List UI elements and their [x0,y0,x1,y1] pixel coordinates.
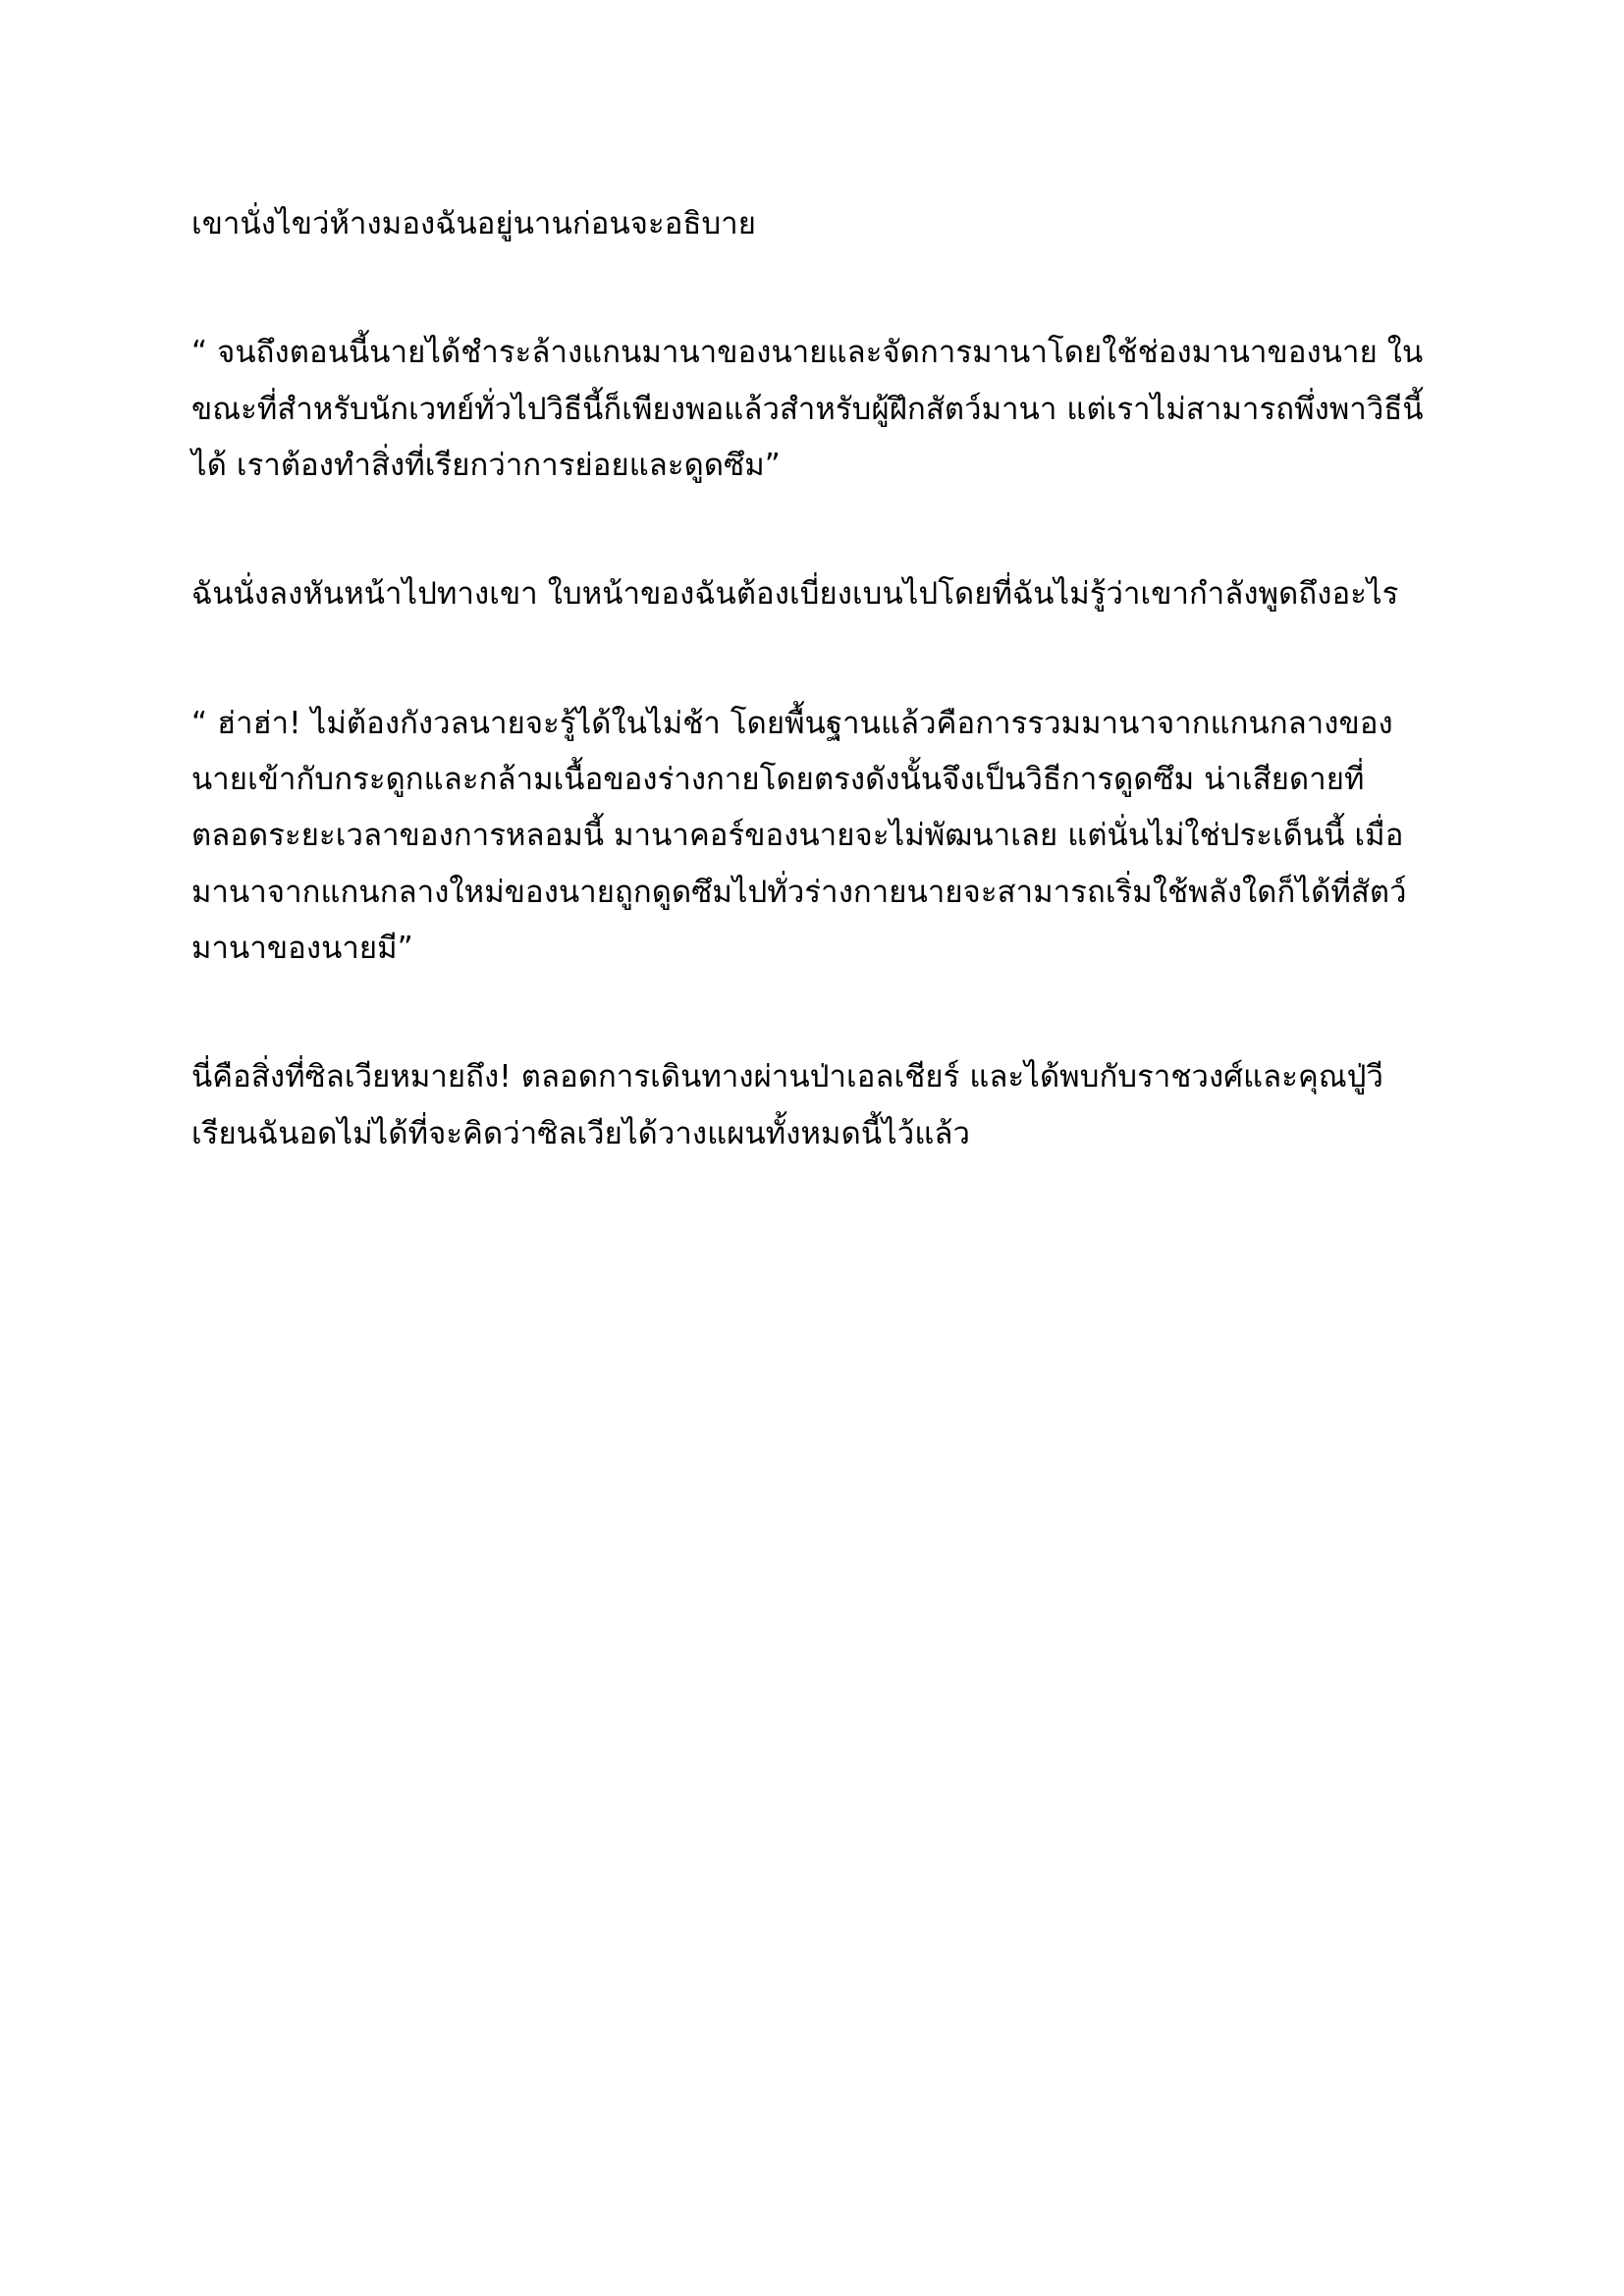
paragraph-3: ฉันนั่งลงหันหน้าไปทางเขา ใบหน้าของฉันต้องเบี่ยงเบนไปโดยที่ฉันไม่รู้ว่าเขากำลังพูดถึงอะไร [191,576,1399,613]
document-body [191,196,1438,1162]
paragraph-5: นี่คือสิ่งที่ซิลเวียหมายถึง! ตลอดการเดินทางผ่านป่าเอลเชียร์ และได้พบกับราชวงศ์และคุณปู่วีเรียนฉันอดไม่ได้ที่จะคิดว่าซิลเวียได้วางแผนทั้งหมดนี้ไว้แล้ว [191,1059,1383,1151]
paragraph-2-quote: “ จนถึงตอนนี้นายได้ชำระล้างแกนมานาของนายและจัดการมานาโดยใช้ช่องมานาของนาย ในขณะที่สำหรับนักเวทย์ทั่วไปวิธีนี้ก็เพียงพอแล้วสำหรับผู้ฝึกสัตว์มานา แต่เราไม่สามารถพึ่งพาวิธีนี้ได้ เราต้องทำสิ่งที่เรียกว่าการย่อยและดูดซึม” [191,335,1424,484]
paragraph-4-quote: “ ฮ่าฮ่า! ไม่ต้องกังวลนายจะรู้ได้ในไม่ช้า โดยพื้นฐานแล้วคือการรวมมานาจากแกนกลางของนายเข้ากับกระดูกและกล้ามเนื้อของร่างกายโดยตรงดังนั้นจึงเป็นวิธีการดูดซึม น่าเสียดายที่ตลอดระยะเวลาของการหลอมนี้ มานาคอร์ของนายจะไม่พัฒนาเลย แต่นั่นไม่ใช่ประเด็นนี้ เมื่อมานาจากแกนกลางใหม่ของนายถูกดูดซึมไปทั่วร่างกายนายจะสามารถเริ่มใช้พลังใดก็ได้ที่สัตว์มานาของนายมี” [191,705,1407,967]
paragraph-1: เขานั่งไขว่ห้างมองฉันอยู่นานก่อนจะอธิบาย [191,206,757,241]
